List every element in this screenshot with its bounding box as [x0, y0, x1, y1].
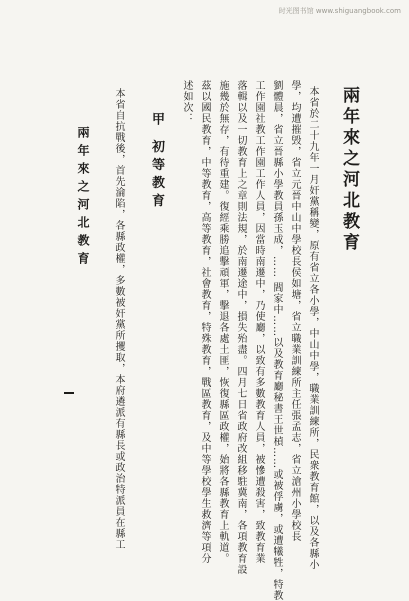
section-heading: 甲 初等教育 — [149, 112, 164, 212]
intro-line-4: 工作園社教工作園工作人員，因當時南遷中，乃使廳，以致有多數教育人員，被慘遭殺害，致教育業 — [253, 80, 264, 564]
intro-line-8: 述如次： — [181, 80, 192, 124]
intro-line-6: 施幾於無存，有待重建。復經乘勝追擊頑軍，擊退各處土匪，恢復縣區政權，始將各縣教育上軌道。 — [217, 80, 228, 564]
intro-line-3: 劉體晨，省立晉縣小學教員孫玉成，…… 閻家中……以及教育廳秘書王世楨……或被俘虜，或遭犧牲，特教 — [271, 80, 282, 601]
intro-line-7: 茲以國民教育，中等教育，高等教育，社會教育，特殊教育，戰區教育，及中等學校學生救濟等項分 — [199, 80, 210, 564]
intro-line-1: 本省於二十九年一月奸黨稱變，原有省立各小學，中山中學，職業訓練所，民衆教育館，以及各縣小 — [307, 86, 318, 570]
section-body-line-1: 本省自抗戰後，首先淪陷，各縣政權，多數被奸黨所攫取，本府遴派有縣長或政治特派員在縣工 — [113, 88, 124, 550]
intro-line-2: 學，均遭摧毁，省立元晉中山中學校長侯如塘，省立職業訓練所主任張孟志，省立滄州小學校長 — [289, 80, 300, 542]
intro-line-5: 落輯以及一切教育上之章則法規，於南遷途中，損失殆盡。四月七日省政府改組移駐冀南，各項教育設 — [235, 80, 246, 575]
subsection-heading: 兩年來之河北教育 — [76, 126, 90, 270]
watermark: 时光图书馆 www.shiguangbook.com — [278, 7, 401, 15]
page-mark — [64, 392, 74, 394]
page-title: 兩年來之河北教育 — [339, 86, 359, 254]
